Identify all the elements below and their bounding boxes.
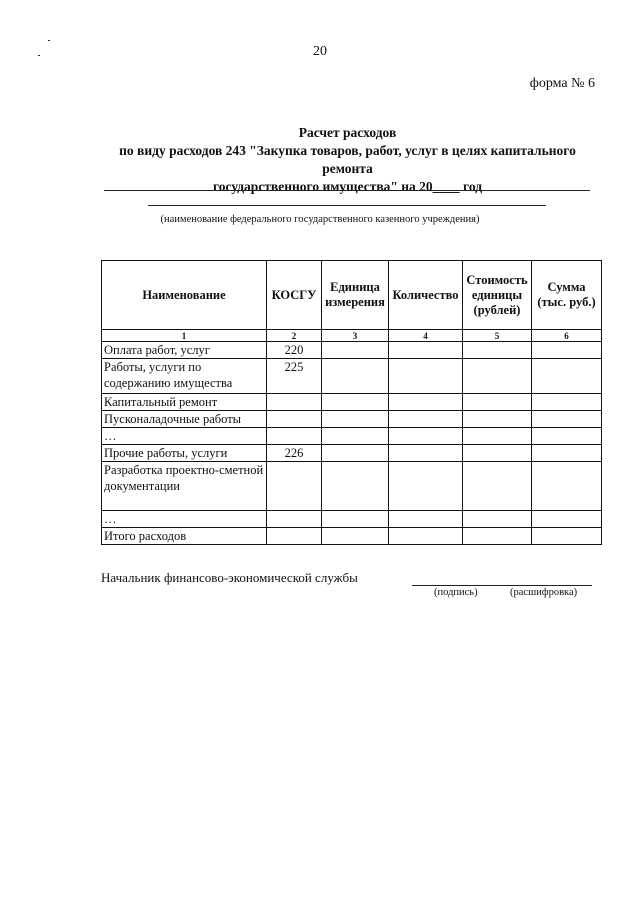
institution-name-line <box>104 190 590 191</box>
row-kosgu: 220 <box>267 342 322 359</box>
title-line-3: государственного имущества" на 20____ год <box>212 179 483 194</box>
cell-unit <box>322 394 389 411</box>
row-kosgu <box>267 428 322 445</box>
table-header-row <box>102 261 602 330</box>
column-number: 2 <box>267 330 322 342</box>
page-number: 20 <box>313 44 327 59</box>
cell-unit <box>322 511 389 528</box>
cell-sum <box>532 394 602 411</box>
cell-unit <box>322 445 389 462</box>
cell-sum <box>532 342 602 359</box>
cell-quantity <box>389 342 463 359</box>
row-name: … <box>102 428 267 445</box>
column-number: 3 <box>322 330 389 342</box>
cell-unit-cost <box>463 445 532 462</box>
table-row <box>102 411 602 428</box>
row-name: Капитальный ремонт <box>102 394 267 411</box>
cell-unit <box>322 359 389 394</box>
column-number: 1 <box>102 330 267 342</box>
row-kosgu: 226 <box>267 445 322 462</box>
title-line-1: Расчет расходов <box>298 125 397 140</box>
cell-sum <box>532 359 602 394</box>
table-row <box>102 428 602 445</box>
column-header-kosgu: КОСГУ <box>267 261 322 330</box>
cell-quantity <box>389 528 463 545</box>
table-row <box>102 359 602 394</box>
row-name: Оплата работ, услуг <box>102 342 267 359</box>
row-kosgu <box>267 394 322 411</box>
row-name: Разработка проектно-сметной документации <box>102 462 267 511</box>
table-row <box>102 511 602 528</box>
table-row <box>102 394 602 411</box>
cell-sum <box>532 428 602 445</box>
expense-table <box>101 260 602 545</box>
cell-unit <box>322 342 389 359</box>
cell-unit-cost <box>463 359 532 394</box>
row-kosgu <box>267 462 322 511</box>
cell-quantity <box>389 445 463 462</box>
institution-name-line <box>148 205 546 206</box>
cell-unit-cost <box>463 462 532 511</box>
column-header-unit: Единица измерения <box>322 261 389 330</box>
cell-sum <box>532 445 602 462</box>
cell-unit-cost <box>463 528 532 545</box>
cell-quantity <box>389 511 463 528</box>
row-kosgu <box>267 511 322 528</box>
cell-unit <box>322 528 389 545</box>
cell-sum <box>532 511 602 528</box>
cell-quantity <box>389 428 463 445</box>
cell-quantity <box>389 359 463 394</box>
row-kosgu: 225 <box>267 359 322 394</box>
column-header-name: Наименование <box>102 261 267 330</box>
title-line-2: по виду расходов 243 "Закупка товаров, работ, услуг в целях капитального ремонта <box>119 143 576 176</box>
institution-caption: (наименование федерального государственного казенного учреждения) <box>160 214 480 225</box>
cell-unit <box>322 411 389 428</box>
form-label: форма № 6 <box>529 76 595 91</box>
row-name: … <box>102 511 267 528</box>
cell-sum <box>532 528 602 545</box>
column-number-row <box>102 330 602 342</box>
table-row <box>102 462 602 511</box>
scan-speck <box>48 40 50 41</box>
table-row <box>102 445 602 462</box>
name-decode-hint: (расшифровка) <box>510 587 578 598</box>
column-number: 4 <box>389 330 463 342</box>
cell-unit <box>322 428 389 445</box>
cell-unit-cost <box>463 428 532 445</box>
row-kosgu <box>267 528 322 545</box>
column-number: 6 <box>532 330 602 342</box>
signature-line <box>412 585 592 586</box>
document-title <box>95 124 600 196</box>
row-name: Прочие работы, услуги <box>102 445 267 462</box>
cell-quantity <box>389 394 463 411</box>
cell-quantity <box>389 411 463 428</box>
row-name: Пусконаладочные работы <box>102 411 267 428</box>
cell-unit-cost <box>463 394 532 411</box>
column-header-sum: Сумма (тыс. руб.) <box>532 261 602 330</box>
cell-sum <box>532 411 602 428</box>
cell-unit-cost <box>463 342 532 359</box>
row-name: Работы, услуги по содержанию имущества <box>102 359 267 394</box>
cell-unit-cost <box>463 411 532 428</box>
row-kosgu <box>267 411 322 428</box>
column-header-quantity: Количество <box>389 261 463 330</box>
table-row <box>102 342 602 359</box>
cell-quantity <box>389 462 463 511</box>
signer-position: Начальник финансово-экономической службы <box>101 570 358 585</box>
cell-sum <box>532 462 602 511</box>
column-header-unit-cost: Стоимость единицы (рублей) <box>463 261 532 330</box>
column-number: 5 <box>463 330 532 342</box>
row-name: Итого расходов <box>102 528 267 545</box>
table-row-total <box>102 528 602 545</box>
cell-unit-cost <box>463 511 532 528</box>
signature-hint: (подпись) <box>434 587 478 598</box>
cell-unit <box>322 462 389 511</box>
